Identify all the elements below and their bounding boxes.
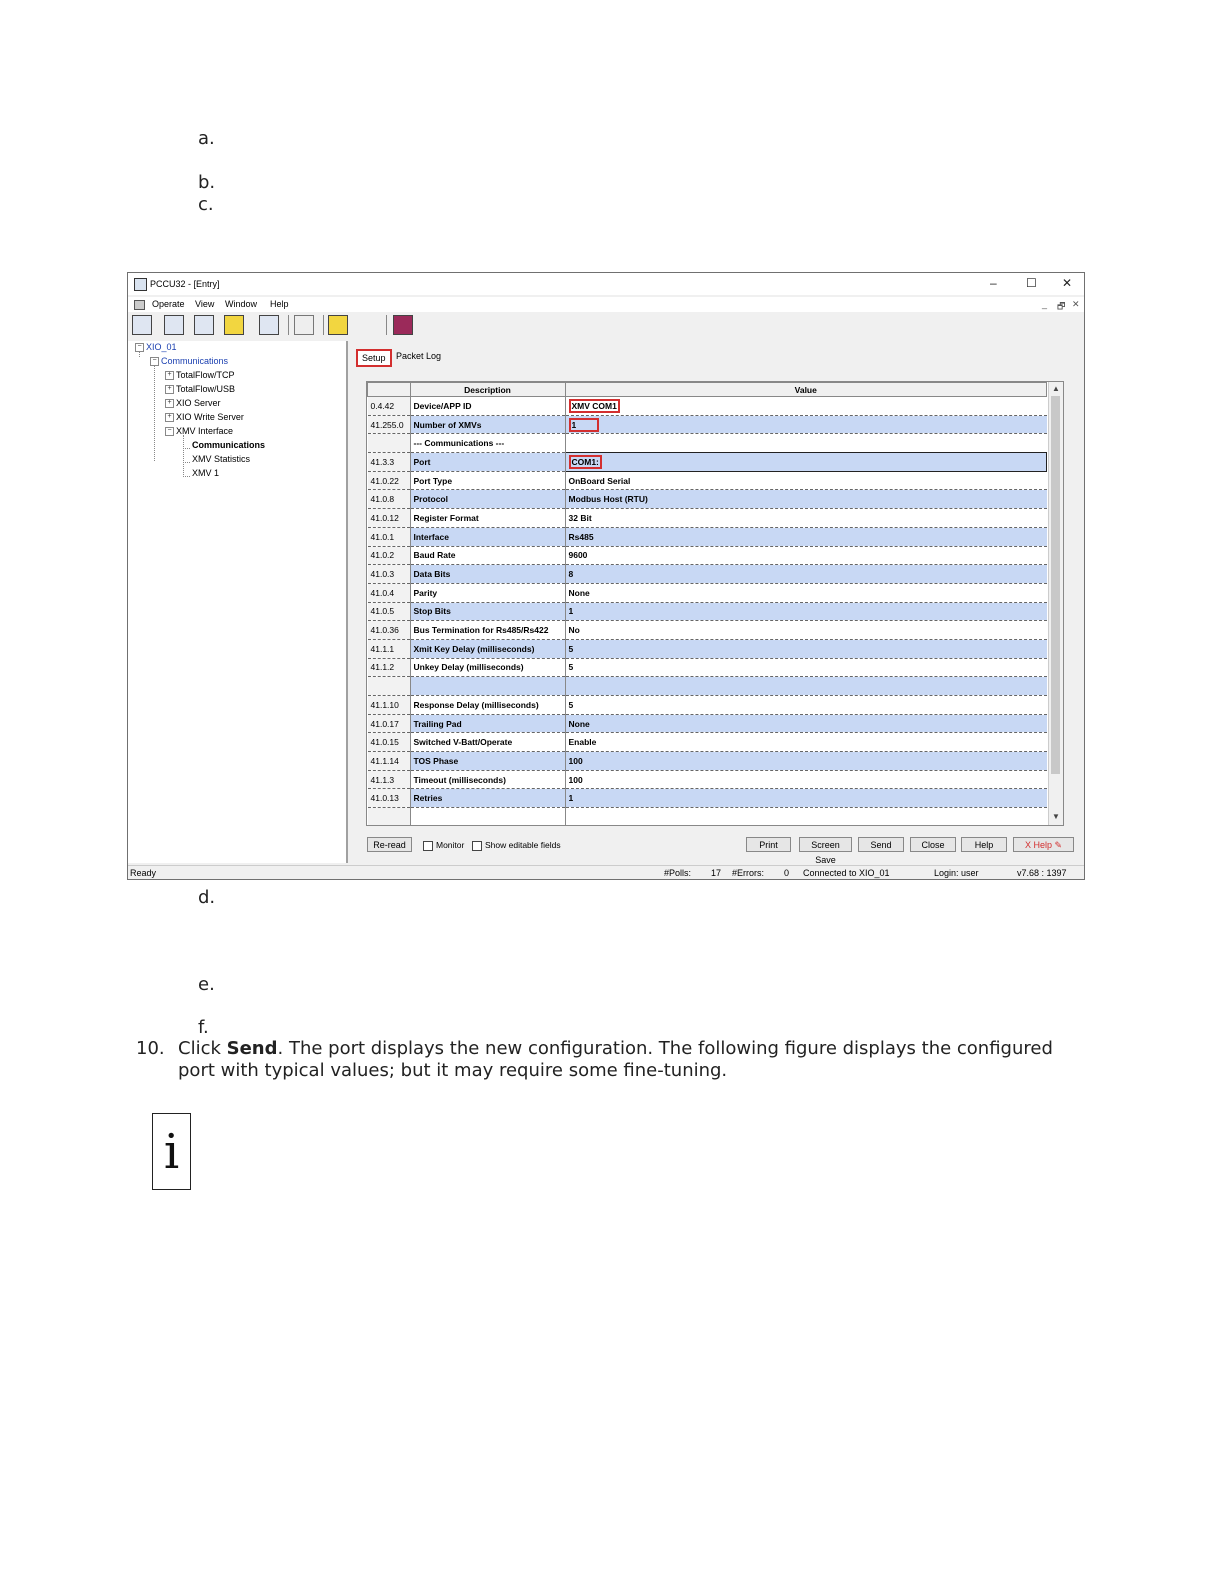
close-dialog-button[interactable]: Close xyxy=(910,837,956,852)
menu-operate[interactable]: Operate xyxy=(152,299,185,309)
row-id: 41.0.4 xyxy=(368,583,411,602)
screen-save-button[interactable]: Screen Save xyxy=(799,837,852,852)
checkbox-icon[interactable] xyxy=(423,841,433,851)
row-value[interactable]: No xyxy=(565,621,1047,640)
navigation-tree xyxy=(128,341,348,863)
minimize-button[interactable]: – xyxy=(990,276,997,290)
status-version: v7.68 : 1397 xyxy=(1017,868,1067,878)
tree-connector xyxy=(154,365,155,461)
column-header-id xyxy=(368,383,411,397)
tree-node-xmv-statistics[interactable]: XMV Statistics xyxy=(192,454,251,464)
help-button[interactable]: Help xyxy=(961,837,1007,852)
row-value[interactable]: 5 xyxy=(565,696,1047,715)
row-value[interactable] xyxy=(565,397,1047,416)
setup-grid xyxy=(366,381,1064,826)
row-description: Port Type xyxy=(410,471,565,490)
row-description: Unkey Delay (milliseconds) xyxy=(410,658,565,677)
calibrate-icon[interactable] xyxy=(194,315,214,335)
status-bar xyxy=(128,865,1084,880)
row-value[interactable] xyxy=(565,434,1047,453)
tab-setup[interactable]: Setup xyxy=(356,349,392,367)
row-id: 41.1.14 xyxy=(368,752,411,771)
table-row[interactable] xyxy=(368,733,1047,752)
table-row[interactable] xyxy=(368,789,1047,808)
tree-node-xmv-communications[interactable]: Communications xyxy=(192,440,266,450)
reread-button[interactable]: Re-read xyxy=(367,837,412,852)
status-connected: Connected to XIO_01 xyxy=(803,868,890,878)
monitor-icon[interactable] xyxy=(259,315,279,335)
toolbar xyxy=(128,313,1084,339)
id-icon[interactable] xyxy=(328,315,348,335)
status-polls-value: 17 xyxy=(711,868,722,878)
row-description: Register Format xyxy=(410,509,565,528)
row-description: Xmit Key Delay (milliseconds) xyxy=(410,639,565,658)
row-value[interactable]: 1 xyxy=(565,602,1047,621)
row-value[interactable] xyxy=(565,453,1047,472)
step-10-send: Send xyxy=(226,1038,278,1059)
table-row[interactable] xyxy=(368,546,1047,565)
tree-node-xio01[interactable]: − XIO_01 xyxy=(135,342,177,352)
row-id: 41.0.13 xyxy=(368,789,411,808)
row-id: 41.0.2 xyxy=(368,546,411,565)
row-value[interactable]: 100 xyxy=(565,752,1047,771)
step-b-label: b. xyxy=(198,172,216,193)
row-description: Switched V-Batt/Operate xyxy=(410,733,565,752)
tab-packet-log[interactable]: Packet Log xyxy=(396,351,442,361)
tree-connector xyxy=(183,448,190,449)
row-id: 41.0.8 xyxy=(368,490,411,509)
row-id: 41.1.2 xyxy=(368,658,411,677)
tree-node-xmv-interface[interactable]: − XMV Interface xyxy=(165,426,233,436)
row-id xyxy=(368,677,411,696)
row-value[interactable]: 1 xyxy=(565,789,1047,808)
highlighted-value[interactable]: COM1: xyxy=(569,455,602,469)
title-bar xyxy=(128,273,1084,295)
show-editable-checkbox[interactable] xyxy=(472,840,561,851)
tree-node-xio-server[interactable]: + XIO Server xyxy=(165,398,221,408)
tree-node-xmv-1[interactable]: XMV 1 xyxy=(192,468,220,478)
tree-connector xyxy=(183,462,190,463)
column-header-description: Description xyxy=(410,383,565,397)
table-row[interactable] xyxy=(368,714,1047,733)
row-id: 41.0.1 xyxy=(368,527,411,546)
help-book-icon[interactable] xyxy=(393,315,413,335)
row-description: Retries xyxy=(410,789,565,808)
row-description: Interface xyxy=(410,527,565,546)
network-icon[interactable] xyxy=(294,315,314,335)
highlighted-value[interactable]: XMV COM1 xyxy=(569,399,620,413)
row-id xyxy=(368,434,411,453)
mdi-restore-button[interactable]: 🗗 xyxy=(1057,301,1066,311)
tree-node-totalflow-tcp[interactable]: + TotalFlow/TCP xyxy=(165,370,235,380)
tree-node-totalflow-usb[interactable]: + TotalFlow/USB xyxy=(165,384,235,394)
toolbar-separator xyxy=(323,315,324,335)
row-value[interactable]: Enable xyxy=(565,733,1047,752)
table-row[interactable] xyxy=(368,565,1047,584)
table-row[interactable] xyxy=(368,752,1047,771)
row-description: Bus Termination for Rs485/Rs422 xyxy=(410,621,565,640)
pccu-window xyxy=(127,272,1085,880)
row-id: 41.0.5 xyxy=(368,602,411,621)
status-errors-value: 0 xyxy=(784,868,790,878)
status-polls-label: #Polls: xyxy=(664,868,692,878)
row-description: Baud Rate xyxy=(410,546,565,565)
menu-view[interactable]: View xyxy=(195,299,215,309)
tree-node-communications[interactable]: − Communications xyxy=(150,356,228,366)
toolbar-separator xyxy=(288,315,289,335)
step-10-rest: . The port displays the new configuration. The following figure displays the configured port with typical values; but it may require some fine-tuning. xyxy=(178,1038,1053,1081)
highlighted-value[interactable]: 1 xyxy=(569,418,599,432)
table-row[interactable] xyxy=(368,453,1047,472)
table-row[interactable] xyxy=(368,621,1047,640)
row-id: 41.0.22 xyxy=(368,471,411,490)
setup-icon[interactable] xyxy=(359,315,379,335)
row-value[interactable]: Modbus Host (RTU) xyxy=(565,490,1047,509)
step-10-text xyxy=(178,1038,1078,1082)
monitor-label: Monitor xyxy=(436,840,465,850)
row-description xyxy=(410,677,565,696)
row-value[interactable] xyxy=(565,415,1047,434)
table-row[interactable] xyxy=(368,490,1047,509)
step-e-label: e. xyxy=(198,974,215,995)
table-row[interactable] xyxy=(368,397,1047,416)
row-value[interactable]: 5 xyxy=(565,658,1047,677)
row-description: Data Bits xyxy=(410,565,565,584)
tree-node-xio-write-server[interactable]: + XIO Write Server xyxy=(165,412,244,422)
table-row[interactable] xyxy=(368,509,1047,528)
checkbox-icon[interactable] xyxy=(472,841,482,851)
row-description: Stop Bits xyxy=(410,602,565,621)
show-editable-label: Show editable fields xyxy=(485,840,561,850)
table-row[interactable] xyxy=(368,677,1047,696)
row-description: TOS Phase xyxy=(410,752,565,771)
row-value[interactable] xyxy=(565,677,1047,696)
scroll-thumb[interactable] xyxy=(1051,396,1060,774)
setup-table xyxy=(367,382,1047,826)
row-id: 41.0.12 xyxy=(368,509,411,528)
column-header-value: Value xyxy=(565,383,1047,397)
mdi-close-button[interactable]: ✕ xyxy=(1072,299,1080,309)
row-description: Port xyxy=(410,453,565,472)
step-c-label: c. xyxy=(198,194,214,215)
tree-connector xyxy=(183,476,190,477)
table-row[interactable] xyxy=(368,434,1047,453)
menu-bar xyxy=(128,297,1084,312)
table-row[interactable] xyxy=(368,583,1047,602)
row-id: 41.1.10 xyxy=(368,696,411,715)
row-description: Parity xyxy=(410,583,565,602)
tree-connector xyxy=(183,435,184,475)
step-f-label: f. xyxy=(198,1017,209,1038)
row-description: Protocol xyxy=(410,490,565,509)
window-title: PCCU32 - [Entry] xyxy=(150,279,220,289)
step-d-label: d. xyxy=(198,887,216,908)
row-description: Response Delay (milliseconds) xyxy=(410,696,565,715)
row-id: 41.0.17 xyxy=(368,714,411,733)
row-value[interactable] xyxy=(565,808,1047,826)
content-panel xyxy=(350,341,1082,863)
status-ready: Ready xyxy=(130,868,157,878)
print-button[interactable]: Print xyxy=(746,837,791,852)
entry-icon[interactable] xyxy=(132,315,152,335)
xhelp-label: X Help xyxy=(1024,840,1052,850)
table-row[interactable] xyxy=(368,602,1047,621)
monitor-checkbox[interactable] xyxy=(423,840,464,851)
maximize-button[interactable]: ☐ xyxy=(1026,276,1037,290)
row-id: 41.0.36 xyxy=(368,621,411,640)
collect-icon[interactable] xyxy=(164,315,184,335)
info-glyph: i xyxy=(163,1123,180,1180)
table-row[interactable] xyxy=(368,808,1047,826)
table-row[interactable] xyxy=(368,770,1047,789)
row-value[interactable]: Rs485 xyxy=(565,527,1047,546)
toolbar-separator xyxy=(386,315,387,335)
close-button[interactable]: ✕ xyxy=(1062,276,1073,290)
row-description xyxy=(410,808,565,826)
xhelp-button[interactable] xyxy=(1013,837,1074,852)
row-id: 41.1.3 xyxy=(368,770,411,789)
status-login: Login: user xyxy=(934,868,979,878)
info-icon xyxy=(152,1113,191,1190)
row-value[interactable]: 100 xyxy=(565,770,1047,789)
scroll-down-icon[interactable]: ▼ xyxy=(1052,812,1060,821)
row-id: 41.0.15 xyxy=(368,733,411,752)
row-description: Timeout (milliseconds) xyxy=(410,770,565,789)
status-errors-label: #Errors: xyxy=(732,868,765,878)
menu-help[interactable]: Help xyxy=(270,299,289,309)
row-value[interactable]: 9600 xyxy=(565,546,1047,565)
row-id: 41.3.3 xyxy=(368,453,411,472)
row-id: 0.4.42 xyxy=(368,397,411,416)
menu-window[interactable]: Window xyxy=(225,299,258,309)
table-row[interactable] xyxy=(368,696,1047,715)
row-value[interactable]: None xyxy=(565,714,1047,733)
row-id: 41.255.0 xyxy=(368,415,411,434)
table-header xyxy=(368,383,1047,397)
row-description: Device/APP ID xyxy=(410,397,565,416)
row-id: 41.0.3 xyxy=(368,565,411,584)
app-icon xyxy=(134,278,147,291)
table-row[interactable] xyxy=(368,658,1047,677)
row-value[interactable]: None xyxy=(565,583,1047,602)
vertical-scrollbar[interactable] xyxy=(1048,382,1063,825)
row-description: Trailing Pad xyxy=(410,714,565,733)
row-id xyxy=(368,808,411,826)
step-10-number: 10. xyxy=(136,1038,165,1059)
table-row[interactable] xyxy=(368,639,1047,658)
row-id: 41.1.1 xyxy=(368,639,411,658)
send-button[interactable]: Send xyxy=(858,837,904,852)
table-row[interactable] xyxy=(368,471,1047,490)
row-description: --- Communications --- xyxy=(410,434,565,453)
row-value[interactable]: 32 Bit xyxy=(565,509,1047,528)
refresh-icon[interactable] xyxy=(224,315,244,335)
mdi-minimize-button[interactable]: _ xyxy=(1042,299,1048,309)
xhelp-icon: ✎ xyxy=(1054,840,1063,850)
table-row[interactable] xyxy=(368,415,1047,434)
step-10-prefix: Click xyxy=(178,1038,227,1059)
scroll-up-icon[interactable]: ▲ xyxy=(1052,384,1060,393)
table-row[interactable] xyxy=(368,527,1047,546)
step-a-label: a. xyxy=(198,128,215,149)
document-icon[interactable] xyxy=(134,300,145,310)
row-description: Number of XMVs xyxy=(410,415,565,434)
row-value[interactable]: 5 xyxy=(565,639,1047,658)
row-value[interactable]: OnBoard Serial xyxy=(565,471,1047,490)
row-value[interactable]: 8 xyxy=(565,565,1047,584)
